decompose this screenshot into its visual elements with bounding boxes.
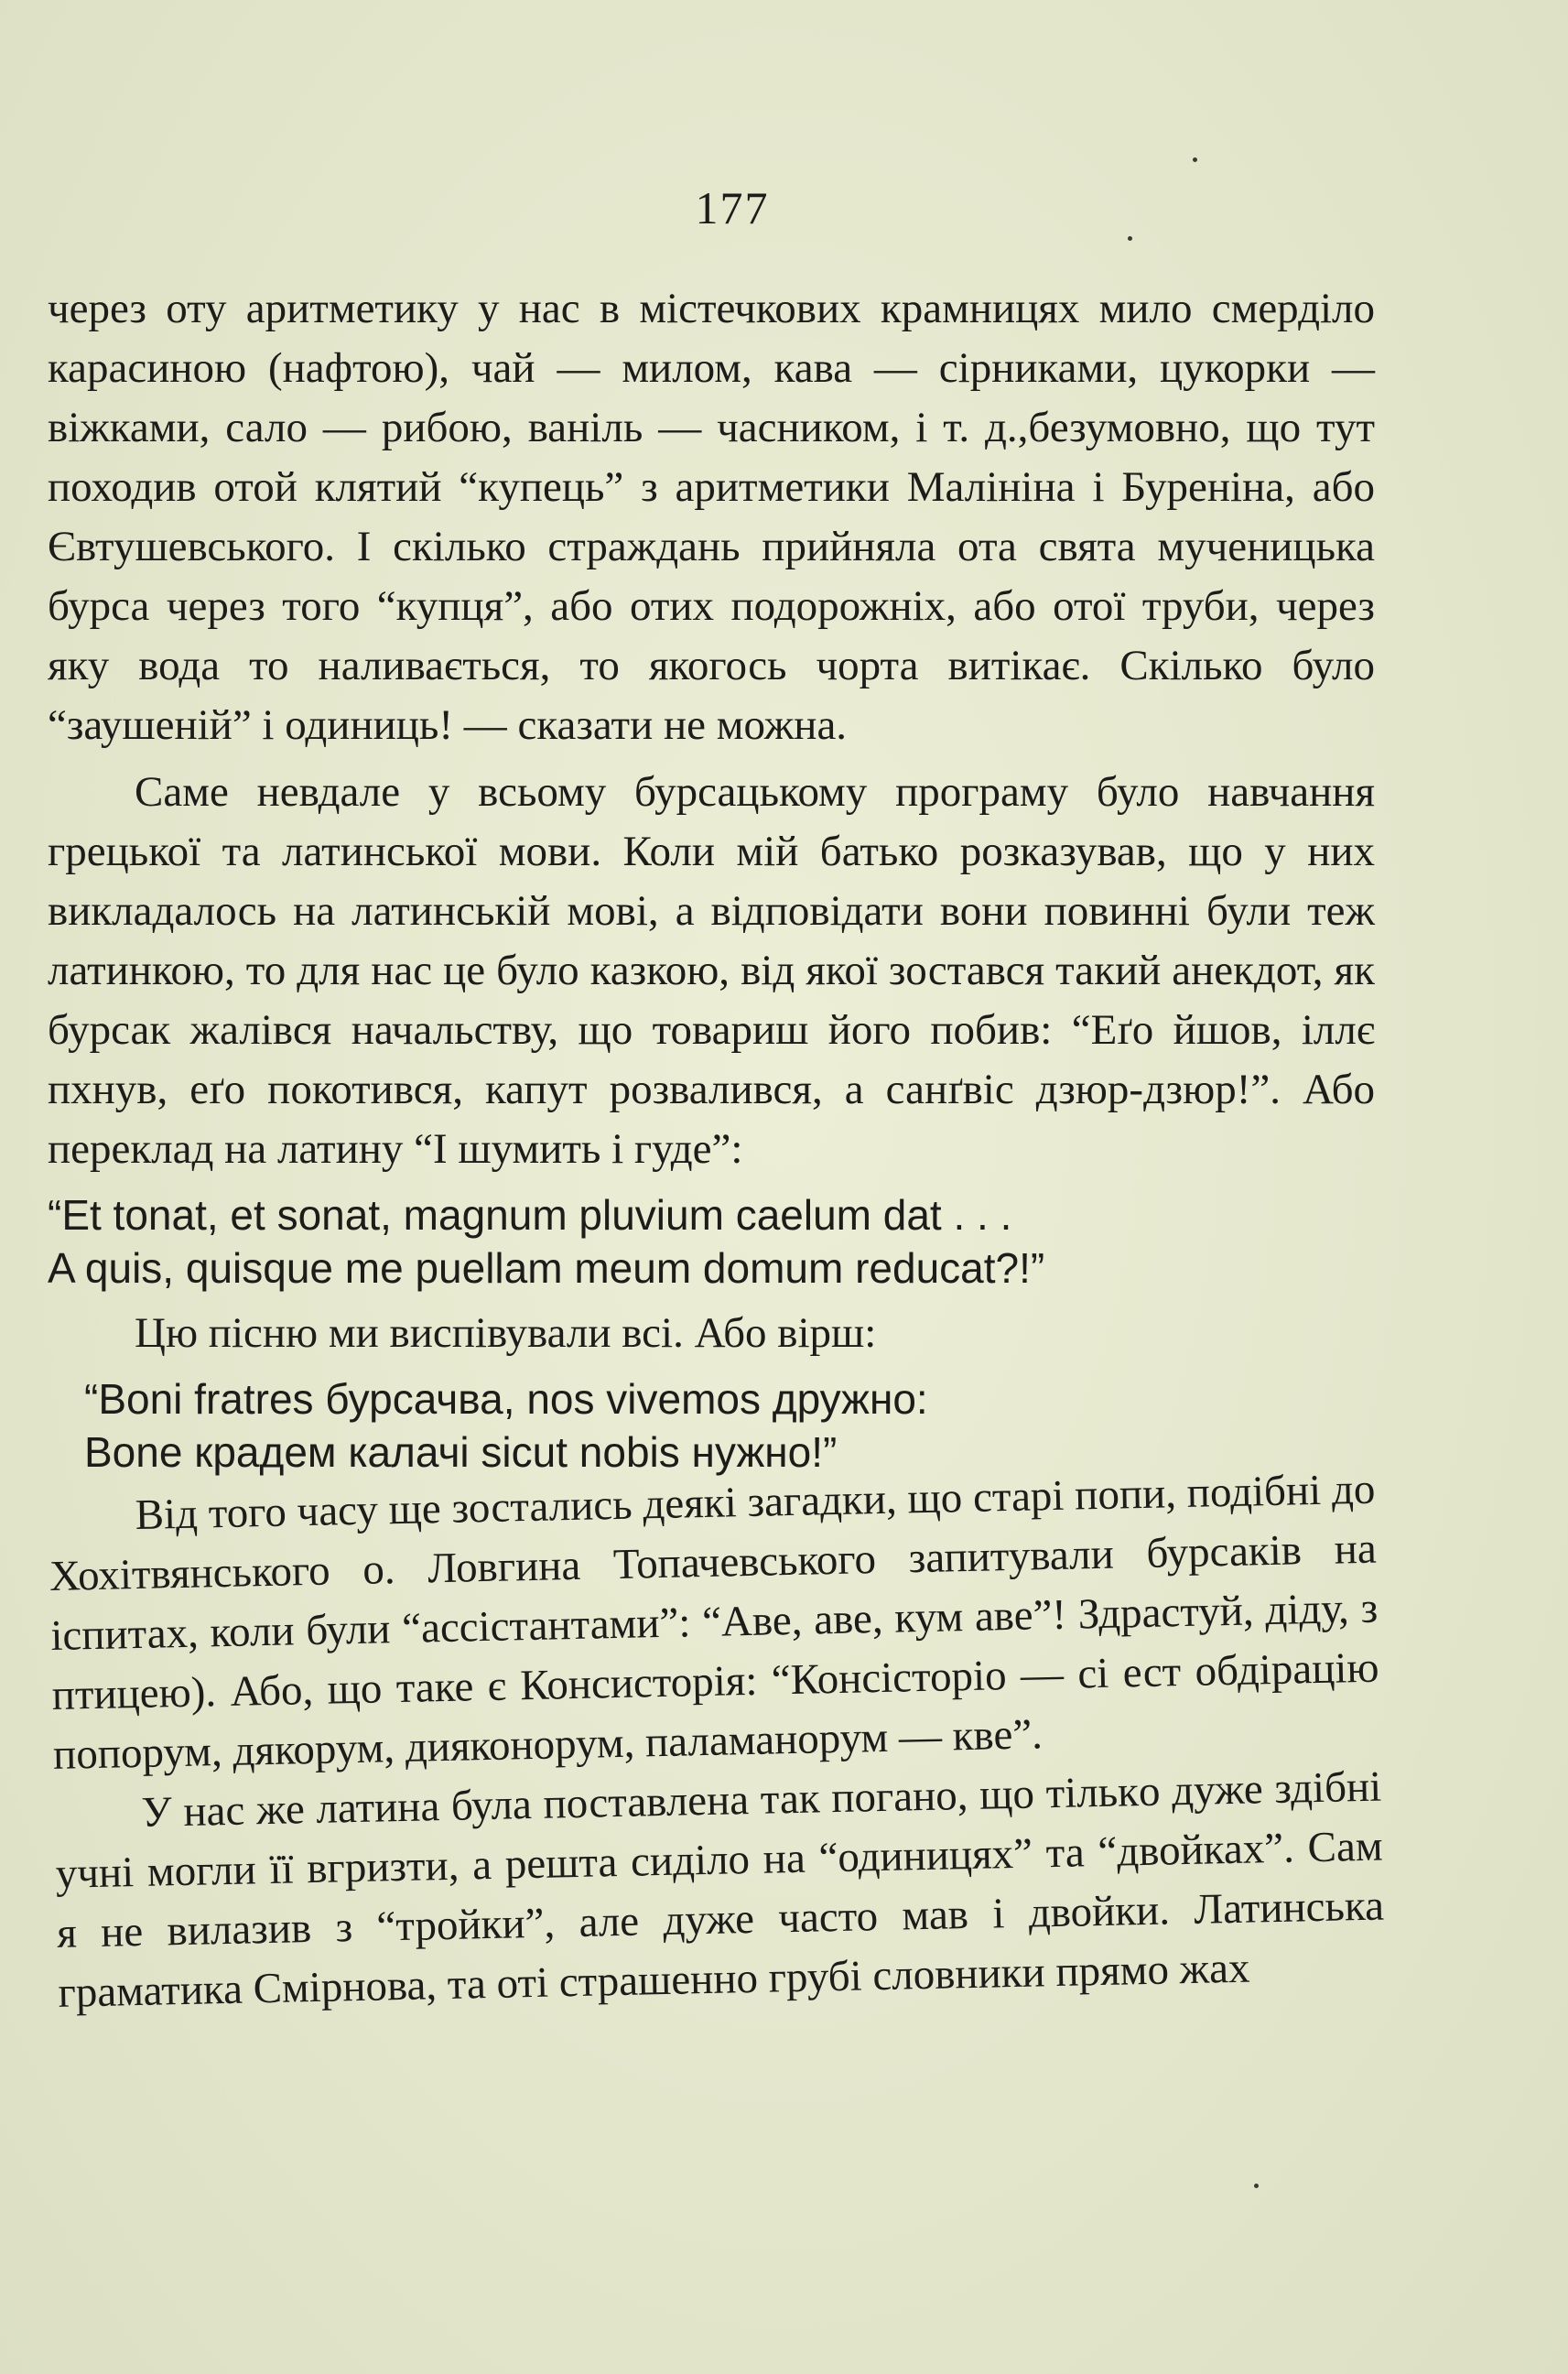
latin-verse-poem xyxy=(48,1372,1375,1479)
page-number: 177 xyxy=(695,182,770,233)
latin-verse-song xyxy=(48,1188,1375,1295)
verse-line: “Boni fratres бурсачва, nos vivemos дружно: xyxy=(84,1375,928,1423)
paragraph-arithmetic: через оту аритметику у нас в містечкових крамницях мило смерділо карасиною (нафтою), чай — милом, кава — сірниками, цукорки — віжками, сало — рибою, ваніль — часником, і т. д.,безумовно, що тут походив отой клятий “купець” з аритметики Малініна і Буреніна, або Євтушевського. І скілько страждань прийняла ота свята мученицька бурса через того “купця”, або отих подорожніх, або отої труби, через яку вода то наливається, то якогось чорта витікає. Скілько було “заушеній” і одиниць! — сказати не можна. xyxy=(48,285,1375,749)
verse-line: “Et tonat, et sonat, magnum pluvium caelum dat . . . xyxy=(48,1191,1012,1239)
verse-line: A quis, quisque me puellam meum domum reducat?!” xyxy=(48,1244,1045,1292)
paragraph-greek-latin: Саме невдале у всьому бурсацькому програму було навчання грецької та латинської мови. Коли мій батько розказував, що у них викладалось на латинській мові, а відповідати вони повинні були теж латинкою, то для нас це було казкою, від якої зостався такий анекдот, як бурсак жалівся начальству, що товариш його побив: “Еґо йшов, іллє пхнув, еґо покотився, капут розвалився, а санґвіс дзюр-дзюр!”. Або переклад на латину “І шумить і гуде”: xyxy=(48,768,1375,1173)
lower-text-block xyxy=(48,1460,1386,2023)
paragraph-song-intro: Цю пісню ми виспівували всі. Або вірш: xyxy=(135,1309,877,1357)
paragraph-riddles: Від того часу ще зостались деякі загадки, що старі попи, подібні до Хохітвянського о. Ловгина Топачевського запитували бурсаків на іспитах, коли були “ассістантами”: “Аве, аве, кум аве”! Здрастуй, діду, з птицею). Або, що таке є Консисторія: “Консісторіо — сі ест обдірацію попорум, дякорум, дияконорум, паламанорум — кве”. xyxy=(49,1465,1379,1779)
print-speck xyxy=(1193,157,1197,162)
paragraph-latin-teaching: У нас же латина була поставлена так погано, що тількo дуже здібні учні могли її вгризти, а решта сиділо на “одиницях” та “двойках”. Сам я не вилазив з “тройки”, але дуже часто мав і двойки. Латинська граматика Смірнова, та оті страшенно грубі словники прямо жах xyxy=(55,1762,1385,2017)
verse-line: Bone крадем калачі sicut nobis нужно!” xyxy=(84,1428,838,1476)
body-text xyxy=(48,279,1385,2023)
print-speck xyxy=(1128,236,1132,241)
print-speck xyxy=(1254,2184,1259,2188)
